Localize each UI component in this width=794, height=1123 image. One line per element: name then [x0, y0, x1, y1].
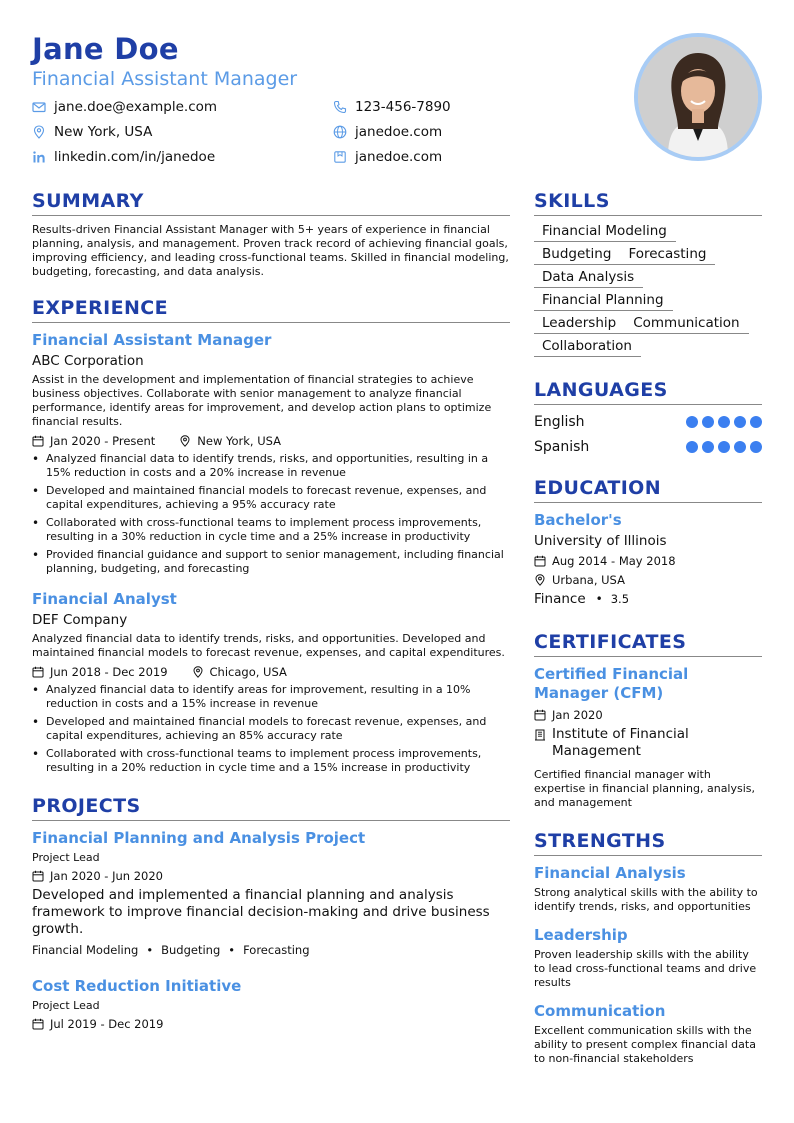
location-pin-icon: [32, 125, 46, 139]
job-entry: [32, 590, 510, 775]
education-field: Finance: [534, 591, 586, 607]
experience-heading: EXPERIENCE: [32, 297, 510, 323]
education-section: [534, 477, 762, 607]
project-description: Developed and implemented a financial planning and analysis framework to improve financial decision-making and drive business growth.: [32, 887, 490, 937]
project-tags: [32, 943, 510, 957]
mail-icon: [32, 100, 46, 114]
project-tag: Forecasting: [243, 943, 310, 957]
skills-heading: SKILLS: [534, 190, 762, 216]
profile-photo: [634, 33, 762, 161]
globe-icon: [333, 125, 347, 139]
job-description: Analyzed financial data to identify trends, risks, and opportunities. Developed and maintained financial models to forecast revenue, expenses, and capital expenditures.: [32, 632, 505, 659]
skill-tag: Financial Modeling: [534, 223, 676, 242]
project-tag: Financial Modeling: [32, 943, 139, 957]
strength-title: Leadership: [534, 926, 628, 944]
strength-entry: [534, 926, 762, 990]
project-tag: Budgeting: [161, 943, 221, 957]
list-item: • Collaborated with cross-functional teams to implement process improvements, resulting in a 20% reduction in cycle time and a 15% increase in productivity: [32, 747, 510, 775]
building-icon: [534, 729, 546, 741]
strength-entry: [534, 1002, 762, 1066]
job-meta: [32, 665, 510, 679]
project-role: Project Lead: [32, 851, 100, 864]
portfolio-icon: [333, 150, 347, 164]
job-location: [192, 665, 287, 679]
left-column: [32, 190, 510, 1035]
education-gpa: 3.5: [610, 592, 630, 606]
location-pin-icon: [534, 574, 546, 586]
field-separator: •: [595, 592, 603, 606]
summary-section: [32, 190, 510, 279]
project-title: Cost Reduction Initiative: [32, 977, 242, 995]
education-field-row: [534, 591, 762, 607]
calendar-icon: [32, 1018, 44, 1030]
certificate-description: Certified financial manager with expertise in financial planning, analysis, and management: [534, 768, 756, 809]
job-title: Financial Assistant Manager: [32, 331, 272, 349]
project-entry: [32, 977, 510, 1031]
projects-section: [32, 795, 510, 1031]
project-entry: [32, 829, 510, 957]
strength-title: Communication: [534, 1002, 666, 1020]
contact-email[interactable]: [32, 99, 217, 115]
location-text: New York, USA: [54, 124, 153, 140]
strength-title: Financial Analysis: [534, 864, 686, 882]
calendar-icon: [32, 666, 44, 678]
language-row: [534, 412, 762, 432]
project-dates: Jul 2019 - Dec 2019: [50, 1017, 164, 1031]
contact-portfolio[interactable]: [333, 149, 442, 165]
certificate-institution: Institute of Financial Management: [552, 726, 689, 759]
certificates-section: [534, 631, 762, 810]
skill-tag: Financial Planning: [534, 292, 673, 311]
proficiency-dot: [718, 441, 730, 453]
strength-entry: [534, 864, 762, 914]
list-item: • Analyzed financial data to identify trends, risks, and opportunities, resulting in a 15% reduction in costs and a 20% increase in revenue: [32, 452, 510, 480]
skill-tag: Communication: [625, 315, 748, 334]
proficiency-dot: [702, 441, 714, 453]
education-location: Urbana, USA: [552, 573, 625, 587]
strength-description: Excellent communication skills with the ability to present complex financial data to non-financial stakeholders: [534, 1024, 756, 1065]
skill-tag: Leadership: [534, 315, 625, 334]
proficiency-dot: [750, 416, 762, 428]
education-location-row: [534, 573, 762, 587]
skill-tag: Collaboration: [534, 338, 641, 357]
tag-separator: •: [146, 943, 154, 957]
job-dates: Jun 2018 - Dec 2019: [50, 665, 168, 679]
job-description: Assist in the development and implementation of financial strategies to achieve business objectives. Collaborate with senior management to analyze financial performance, identify areas for improvement, and develop action plans to optimize financial results.: [32, 373, 492, 428]
education-dates: Aug 2014 - May 2018: [552, 554, 676, 568]
job-meta: [32, 434, 510, 448]
project-dates: Jan 2020 - Jun 2020: [50, 869, 164, 883]
job-title: Financial Analyst: [32, 590, 177, 608]
job-achievements: [32, 452, 510, 576]
contact-phone[interactable]: [333, 99, 451, 115]
right-column: [534, 190, 762, 1066]
project-title: Financial Planning and Analysis Project: [32, 829, 366, 847]
certificates-heading: CERTIFICATES: [534, 631, 762, 657]
languages-section: [534, 379, 762, 457]
job-dates: Jan 2020 - Present: [50, 434, 156, 448]
list-item: • Collaborated with cross-functional teams to implement process improvements, resulting in a 30% reduction in cycle time and a 25% increase in productivity: [32, 516, 510, 544]
proficiency-dot: [718, 416, 730, 428]
project-meta: [32, 1017, 510, 1031]
job-company: DEF Company: [32, 612, 128, 628]
calendar-icon: [534, 709, 546, 721]
proficiency-dot: [686, 441, 698, 453]
strength-description: Proven leadership skills with the ability to lead cross-functional teams and drive results: [534, 948, 757, 989]
education-heading: EDUCATION: [534, 477, 762, 503]
contact-linkedin[interactable]: [32, 149, 215, 165]
education-degree: Bachelor's: [534, 511, 622, 529]
education-dates-row: [534, 554, 762, 568]
candidate-name: Jane Doe: [32, 32, 179, 66]
list-item: • Developed and maintained financial models to forecast revenue, expenses, and capital expenditures, achieving a 95% accuracy rate: [32, 484, 510, 512]
contact-website[interactable]: [333, 124, 442, 140]
location-pin-icon: [192, 666, 204, 678]
strengths-heading: STRENGTHS: [534, 830, 762, 856]
contact-location: [32, 124, 152, 140]
experience-section: [32, 297, 510, 775]
proficiency-dot: [750, 441, 762, 453]
tag-separator: •: [228, 943, 236, 957]
certificate-date-row: [534, 708, 762, 722]
project-meta: [32, 869, 510, 883]
skill-tag: Budgeting: [534, 246, 620, 265]
job-location-text: New York, USA: [197, 434, 282, 448]
list-item: • Developed and maintained financial models to forecast revenue, expenses, and capital expenditures, achieving an 85% accuracy rate: [32, 715, 510, 743]
job-entry: [32, 331, 510, 576]
candidate-role: Financial Assistant Manager: [32, 68, 298, 90]
strengths-section: [534, 830, 762, 1066]
language-name: Spanish: [534, 439, 590, 455]
proficiency-dot: [734, 441, 746, 453]
certificate-date: Jan 2020: [552, 708, 603, 722]
skill-tag: Data Analysis: [534, 269, 643, 288]
languages-heading: LANGUAGES: [534, 379, 762, 405]
proficiency-dot: [702, 416, 714, 428]
phone-icon: [333, 100, 347, 114]
skill-tag: Forecasting: [620, 246, 715, 265]
language-row: [534, 437, 762, 457]
project-role: Project Lead: [32, 999, 100, 1012]
proficiency-dot: [686, 416, 698, 428]
skills-list: [534, 223, 762, 357]
job-achievements: [32, 683, 510, 775]
portfolio-link[interactable]: janedoe.com: [355, 149, 443, 165]
calendar-icon: [32, 870, 44, 882]
job-location: [179, 434, 281, 448]
website-link[interactable]: janedoe.com: [355, 124, 443, 140]
education-school: University of Illinois: [534, 533, 667, 549]
projects-heading: PROJECTS: [32, 795, 510, 821]
job-company: ABC Corporation: [32, 353, 144, 369]
summary-text: Results-driven Financial Assistant Manager with 5+ years of experience in financial planning, analysis, and management. Proven track record of achieving financial goals, improving efficiency, and leading cross-functional teams. Skilled in financial modeling, budgeting, forecasting, and data analysis.: [32, 223, 509, 278]
email-link[interactable]: jane.doe@example.com: [54, 99, 218, 115]
strength-description: Strong analytical skills with the ability to identify trends, risks, and opportunities: [534, 886, 758, 913]
list-item: • Provided financial guidance and support to senior management, including financial planning, budgeting, and forecasting: [32, 548, 510, 576]
list-item: • Analyzed financial data to identify areas for improvement, resulting in a 10% reduction in costs and a 15% increase in revenue: [32, 683, 510, 711]
certificate-institution-row: [534, 726, 762, 760]
language-name: English: [534, 414, 585, 430]
calendar-icon: [32, 435, 44, 447]
certificate-name: Certified Financial Manager (CFM): [534, 665, 689, 702]
location-pin-icon: [179, 435, 191, 447]
skills-section: [534, 190, 762, 357]
phone-link[interactable]: 123-456-7890: [355, 99, 451, 115]
linkedin-icon: [32, 150, 46, 164]
summary-heading: SUMMARY: [32, 190, 510, 216]
linkedin-link[interactable]: linkedin.com/in/janedoe: [54, 149, 216, 165]
calendar-icon: [534, 555, 546, 567]
proficiency-dot: [734, 416, 746, 428]
language-level: [686, 416, 762, 428]
language-level: [686, 441, 762, 453]
job-location-text: Chicago, USA: [209, 665, 287, 679]
